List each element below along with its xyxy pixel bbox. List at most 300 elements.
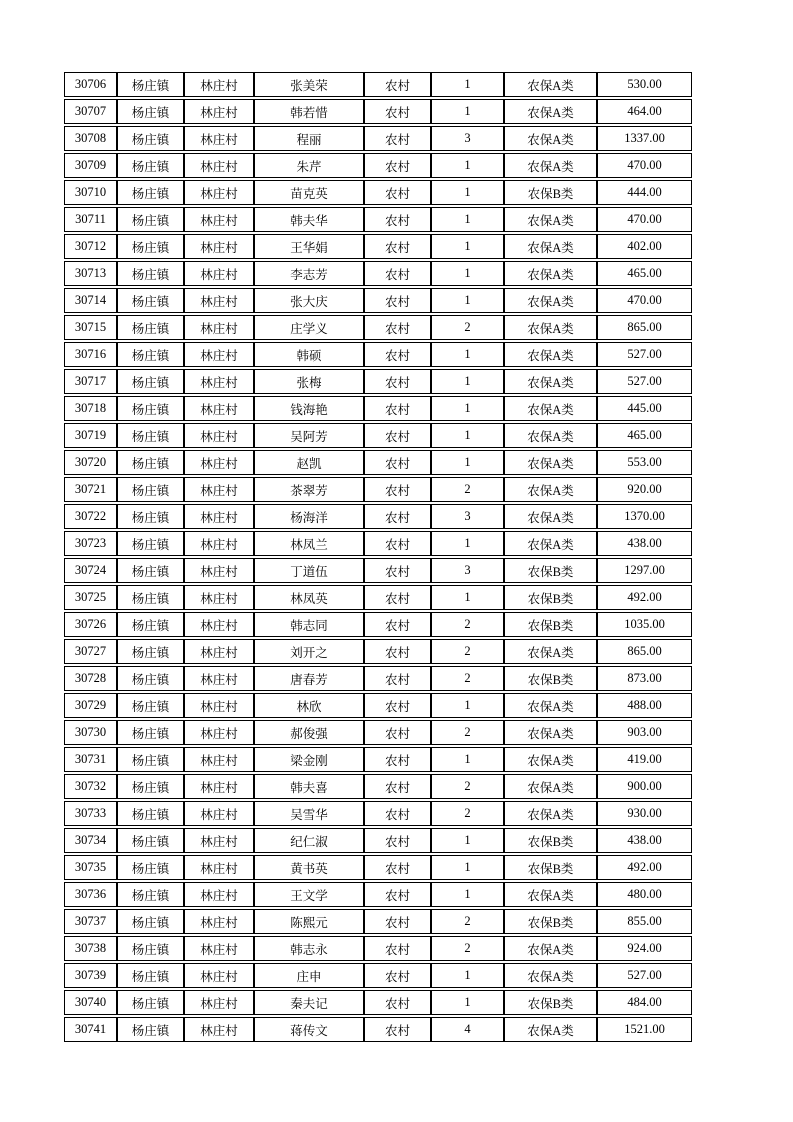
cell-residence: 农村	[364, 450, 431, 475]
cell-amount: 492.00	[597, 585, 692, 610]
cell-residence: 农村	[364, 72, 431, 97]
cell-count: 4	[431, 1017, 504, 1042]
cell-name: 茶翠芳	[254, 477, 364, 502]
cell-residence: 农村	[364, 531, 431, 556]
cell-name: 朱芹	[254, 153, 364, 178]
table-row	[64, 423, 692, 448]
cell-id: 30716	[64, 342, 117, 367]
cell-category: 农保B类	[504, 612, 597, 637]
cell-town: 杨庄镇	[117, 720, 184, 745]
cell-id: 30728	[64, 666, 117, 691]
cell-village: 林庄村	[184, 963, 254, 988]
cell-category: 农保B类	[504, 909, 597, 934]
cell-category: 农保B类	[504, 558, 597, 583]
cell-village: 林庄村	[184, 612, 254, 637]
table-row	[64, 288, 692, 313]
cell-amount: 488.00	[597, 693, 692, 718]
cell-village: 林庄村	[184, 936, 254, 961]
cell-name: 张美荣	[254, 72, 364, 97]
cell-village: 林庄村	[184, 153, 254, 178]
cell-id: 30712	[64, 234, 117, 259]
table-row	[64, 855, 692, 880]
table-row	[64, 612, 692, 637]
cell-village: 林庄村	[184, 720, 254, 745]
cell-count: 2	[431, 720, 504, 745]
cell-town: 杨庄镇	[117, 693, 184, 718]
cell-amount: 530.00	[597, 72, 692, 97]
cell-town: 杨庄镇	[117, 801, 184, 826]
cell-amount: 930.00	[597, 801, 692, 826]
cell-name: 郝俊强	[254, 720, 364, 745]
cell-residence: 农村	[364, 666, 431, 691]
cell-town: 杨庄镇	[117, 1017, 184, 1042]
cell-category: 农保A类	[504, 261, 597, 286]
cell-amount: 1297.00	[597, 558, 692, 583]
table-row	[64, 639, 692, 664]
cell-name: 纪仁淑	[254, 828, 364, 853]
cell-category: 农保A类	[504, 531, 597, 556]
cell-name: 唐春芳	[254, 666, 364, 691]
cell-amount: 924.00	[597, 936, 692, 961]
cell-residence: 农村	[364, 909, 431, 934]
cell-residence: 农村	[364, 288, 431, 313]
cell-residence: 农村	[364, 504, 431, 529]
cell-category: 农保B类	[504, 666, 597, 691]
table-row	[64, 774, 692, 799]
cell-id: 30737	[64, 909, 117, 934]
cell-residence: 农村	[364, 612, 431, 637]
cell-count: 3	[431, 126, 504, 151]
cell-residence: 农村	[364, 396, 431, 421]
cell-residence: 农村	[364, 558, 431, 583]
cell-count: 1	[431, 207, 504, 232]
cell-id: 30714	[64, 288, 117, 313]
cell-id: 30721	[64, 477, 117, 502]
cell-residence: 农村	[364, 315, 431, 340]
table-row	[64, 450, 692, 475]
cell-amount: 903.00	[597, 720, 692, 745]
table-row	[64, 342, 692, 367]
cell-category: 农保A类	[504, 342, 597, 367]
table-row	[64, 666, 692, 691]
cell-category: 农保A类	[504, 315, 597, 340]
cell-residence: 农村	[364, 342, 431, 367]
cell-village: 林庄村	[184, 423, 254, 448]
cell-town: 杨庄镇	[117, 585, 184, 610]
cell-category: 农保A类	[504, 639, 597, 664]
cell-id: 30730	[64, 720, 117, 745]
cell-town: 杨庄镇	[117, 882, 184, 907]
cell-id: 30724	[64, 558, 117, 583]
cell-residence: 农村	[364, 828, 431, 853]
cell-village: 林庄村	[184, 207, 254, 232]
cell-village: 林庄村	[184, 585, 254, 610]
cell-name: 丁道伍	[254, 558, 364, 583]
cell-town: 杨庄镇	[117, 612, 184, 637]
cell-id: 30709	[64, 153, 117, 178]
table-row	[64, 585, 692, 610]
cell-amount: 855.00	[597, 909, 692, 934]
cell-category: 农保B类	[504, 855, 597, 880]
cell-count: 1	[431, 288, 504, 313]
cell-amount: 438.00	[597, 531, 692, 556]
cell-village: 林庄村	[184, 828, 254, 853]
cell-amount: 470.00	[597, 288, 692, 313]
table-row	[64, 477, 692, 502]
cell-village: 林庄村	[184, 126, 254, 151]
cell-village: 林庄村	[184, 801, 254, 826]
table-row	[64, 909, 692, 934]
cell-town: 杨庄镇	[117, 153, 184, 178]
cell-name: 杨海洋	[254, 504, 364, 529]
cell-name: 梁金刚	[254, 747, 364, 772]
cell-id: 30727	[64, 639, 117, 664]
cell-town: 杨庄镇	[117, 558, 184, 583]
cell-category: 农保A类	[504, 747, 597, 772]
cell-category: 农保A类	[504, 936, 597, 961]
cell-residence: 农村	[364, 207, 431, 232]
cell-village: 林庄村	[184, 558, 254, 583]
cell-town: 杨庄镇	[117, 396, 184, 421]
cell-count: 1	[431, 531, 504, 556]
cell-residence: 农村	[364, 585, 431, 610]
cell-category: 农保B类	[504, 585, 597, 610]
cell-amount: 920.00	[597, 477, 692, 502]
cell-amount: 465.00	[597, 261, 692, 286]
cell-count: 1	[431, 72, 504, 97]
cell-count: 2	[431, 639, 504, 664]
cell-name: 蒋传文	[254, 1017, 364, 1042]
cell-town: 杨庄镇	[117, 666, 184, 691]
cell-amount: 873.00	[597, 666, 692, 691]
cell-count: 1	[431, 450, 504, 475]
cell-category: 农保A类	[504, 234, 597, 259]
beneficiary-table	[64, 70, 692, 1044]
cell-residence: 农村	[364, 1017, 431, 1042]
cell-town: 杨庄镇	[117, 288, 184, 313]
table-row	[64, 720, 692, 745]
cell-category: 农保A类	[504, 477, 597, 502]
cell-category: 农保A类	[504, 72, 597, 97]
cell-category: 农保B类	[504, 990, 597, 1015]
cell-name: 韩志同	[254, 612, 364, 637]
cell-name: 林欣	[254, 693, 364, 718]
table-row	[64, 504, 692, 529]
cell-village: 林庄村	[184, 369, 254, 394]
cell-name: 韩夫华	[254, 207, 364, 232]
cell-id: 30739	[64, 963, 117, 988]
cell-id: 30710	[64, 180, 117, 205]
cell-village: 林庄村	[184, 693, 254, 718]
cell-id: 30711	[64, 207, 117, 232]
cell-name: 韩夫喜	[254, 774, 364, 799]
cell-category: 农保A类	[504, 423, 597, 448]
cell-count: 1	[431, 99, 504, 124]
cell-name: 李志芳	[254, 261, 364, 286]
cell-name: 张梅	[254, 369, 364, 394]
cell-category: 农保A类	[504, 720, 597, 745]
cell-count: 2	[431, 774, 504, 799]
cell-name: 黄书英	[254, 855, 364, 880]
cell-village: 林庄村	[184, 531, 254, 556]
cell-village: 林庄村	[184, 396, 254, 421]
cell-category: 农保A类	[504, 396, 597, 421]
cell-count: 1	[431, 261, 504, 286]
cell-id: 30740	[64, 990, 117, 1015]
cell-name: 吴雪华	[254, 801, 364, 826]
cell-amount: 419.00	[597, 747, 692, 772]
cell-village: 林庄村	[184, 990, 254, 1015]
cell-name: 庄申	[254, 963, 364, 988]
cell-residence: 农村	[364, 747, 431, 772]
cell-village: 林庄村	[184, 261, 254, 286]
cell-amount: 1035.00	[597, 612, 692, 637]
cell-count: 1	[431, 963, 504, 988]
cell-category: 农保A类	[504, 288, 597, 313]
cell-count: 3	[431, 558, 504, 583]
cell-name: 张大庆	[254, 288, 364, 313]
cell-category: 农保A类	[504, 369, 597, 394]
cell-amount: 445.00	[597, 396, 692, 421]
cell-count: 2	[431, 477, 504, 502]
cell-village: 林庄村	[184, 909, 254, 934]
cell-town: 杨庄镇	[117, 369, 184, 394]
cell-count: 2	[431, 909, 504, 934]
table-row	[64, 180, 692, 205]
cell-id: 30723	[64, 531, 117, 556]
cell-category: 农保A类	[504, 207, 597, 232]
table-row	[64, 558, 692, 583]
cell-count: 3	[431, 504, 504, 529]
cell-id: 30719	[64, 423, 117, 448]
cell-town: 杨庄镇	[117, 234, 184, 259]
table-row	[64, 207, 692, 232]
cell-town: 杨庄镇	[117, 963, 184, 988]
table-row	[64, 963, 692, 988]
cell-village: 林庄村	[184, 180, 254, 205]
cell-id: 30733	[64, 801, 117, 826]
cell-id: 30735	[64, 855, 117, 880]
cell-residence: 农村	[364, 720, 431, 745]
cell-residence: 农村	[364, 126, 431, 151]
cell-residence: 农村	[364, 639, 431, 664]
table-row	[64, 747, 692, 772]
cell-amount: 1521.00	[597, 1017, 692, 1042]
cell-count: 1	[431, 369, 504, 394]
cell-id: 30713	[64, 261, 117, 286]
cell-town: 杨庄镇	[117, 72, 184, 97]
cell-town: 杨庄镇	[117, 126, 184, 151]
cell-id: 30726	[64, 612, 117, 637]
cell-village: 林庄村	[184, 747, 254, 772]
cell-residence: 农村	[364, 369, 431, 394]
cell-category: 农保A类	[504, 1017, 597, 1042]
table-row	[64, 261, 692, 286]
cell-category: 农保B类	[504, 828, 597, 853]
cell-town: 杨庄镇	[117, 747, 184, 772]
cell-village: 林庄村	[184, 234, 254, 259]
cell-village: 林庄村	[184, 639, 254, 664]
table-row	[64, 72, 692, 97]
table-row	[64, 531, 692, 556]
cell-name: 吴阿芳	[254, 423, 364, 448]
cell-village: 林庄村	[184, 855, 254, 880]
cell-name: 韩硕	[254, 342, 364, 367]
cell-count: 2	[431, 315, 504, 340]
cell-count: 1	[431, 180, 504, 205]
cell-residence: 农村	[364, 153, 431, 178]
cell-residence: 农村	[364, 693, 431, 718]
cell-residence: 农村	[364, 99, 431, 124]
cell-id: 30708	[64, 126, 117, 151]
cell-village: 林庄村	[184, 504, 254, 529]
cell-amount: 1337.00	[597, 126, 692, 151]
cell-town: 杨庄镇	[117, 936, 184, 961]
table-row	[64, 801, 692, 826]
cell-name: 陈熙元	[254, 909, 364, 934]
cell-village: 林庄村	[184, 477, 254, 502]
cell-name: 王华娟	[254, 234, 364, 259]
cell-village: 林庄村	[184, 288, 254, 313]
cell-count: 2	[431, 936, 504, 961]
cell-id: 30725	[64, 585, 117, 610]
cell-name: 林凤英	[254, 585, 364, 610]
cell-town: 杨庄镇	[117, 990, 184, 1015]
cell-category: 农保A类	[504, 450, 597, 475]
cell-id: 30720	[64, 450, 117, 475]
cell-town: 杨庄镇	[117, 261, 184, 286]
cell-town: 杨庄镇	[117, 504, 184, 529]
cell-residence: 农村	[364, 936, 431, 961]
cell-residence: 农村	[364, 882, 431, 907]
cell-category: 农保B类	[504, 180, 597, 205]
cell-town: 杨庄镇	[117, 450, 184, 475]
table-row	[64, 126, 692, 151]
cell-residence: 农村	[364, 990, 431, 1015]
table-row	[64, 882, 692, 907]
cell-count: 1	[431, 990, 504, 1015]
cell-id: 30738	[64, 936, 117, 961]
table-body	[64, 72, 692, 1042]
cell-id: 30732	[64, 774, 117, 799]
cell-category: 农保A类	[504, 882, 597, 907]
cell-town: 杨庄镇	[117, 774, 184, 799]
cell-amount: 464.00	[597, 99, 692, 124]
cell-id: 30717	[64, 369, 117, 394]
cell-village: 林庄村	[184, 315, 254, 340]
cell-count: 1	[431, 234, 504, 259]
cell-count: 1	[431, 693, 504, 718]
table-row	[64, 99, 692, 124]
cell-village: 林庄村	[184, 72, 254, 97]
cell-town: 杨庄镇	[117, 909, 184, 934]
cell-amount: 480.00	[597, 882, 692, 907]
cell-name: 赵凯	[254, 450, 364, 475]
cell-residence: 农村	[364, 180, 431, 205]
cell-town: 杨庄镇	[117, 639, 184, 664]
cell-town: 杨庄镇	[117, 423, 184, 448]
cell-id: 30729	[64, 693, 117, 718]
cell-village: 林庄村	[184, 882, 254, 907]
cell-id: 30731	[64, 747, 117, 772]
cell-count: 1	[431, 423, 504, 448]
cell-amount: 865.00	[597, 639, 692, 664]
cell-count: 2	[431, 612, 504, 637]
cell-residence: 农村	[364, 234, 431, 259]
cell-village: 林庄村	[184, 666, 254, 691]
table-row	[64, 153, 692, 178]
table-row	[64, 828, 692, 853]
cell-amount: 1370.00	[597, 504, 692, 529]
cell-amount: 470.00	[597, 153, 692, 178]
table-row	[64, 990, 692, 1015]
table-row	[64, 693, 692, 718]
cell-category: 农保A类	[504, 504, 597, 529]
cell-town: 杨庄镇	[117, 207, 184, 232]
cell-count: 1	[431, 855, 504, 880]
cell-name: 王文学	[254, 882, 364, 907]
table-row	[64, 234, 692, 259]
table-row	[64, 369, 692, 394]
table-row	[64, 1017, 692, 1042]
cell-category: 农保A类	[504, 153, 597, 178]
cell-name: 程丽	[254, 126, 364, 151]
cell-residence: 农村	[364, 423, 431, 448]
cell-amount: 484.00	[597, 990, 692, 1015]
cell-name: 韩志永	[254, 936, 364, 961]
cell-id: 30736	[64, 882, 117, 907]
cell-name: 韩若惜	[254, 99, 364, 124]
cell-name: 钱海艳	[254, 396, 364, 421]
cell-village: 林庄村	[184, 774, 254, 799]
cell-category: 农保A类	[504, 963, 597, 988]
cell-count: 1	[431, 153, 504, 178]
cell-amount: 553.00	[597, 450, 692, 475]
cell-count: 2	[431, 666, 504, 691]
cell-id: 30707	[64, 99, 117, 124]
cell-amount: 465.00	[597, 423, 692, 448]
cell-count: 1	[431, 747, 504, 772]
table-row	[64, 936, 692, 961]
cell-amount: 470.00	[597, 207, 692, 232]
cell-amount: 865.00	[597, 315, 692, 340]
cell-town: 杨庄镇	[117, 180, 184, 205]
cell-amount: 438.00	[597, 828, 692, 853]
cell-name: 庄学义	[254, 315, 364, 340]
cell-count: 2	[431, 801, 504, 826]
cell-residence: 农村	[364, 963, 431, 988]
cell-town: 杨庄镇	[117, 342, 184, 367]
cell-count: 1	[431, 396, 504, 421]
cell-village: 林庄村	[184, 342, 254, 367]
table-row	[64, 396, 692, 421]
cell-name: 林凤兰	[254, 531, 364, 556]
cell-village: 林庄村	[184, 99, 254, 124]
cell-amount: 527.00	[597, 342, 692, 367]
cell-town: 杨庄镇	[117, 477, 184, 502]
cell-count: 1	[431, 342, 504, 367]
cell-category: 农保A类	[504, 801, 597, 826]
cell-category: 农保A类	[504, 99, 597, 124]
cell-id: 30715	[64, 315, 117, 340]
table-row	[64, 315, 692, 340]
cell-residence: 农村	[364, 855, 431, 880]
cell-id: 30734	[64, 828, 117, 853]
cell-category: 农保A类	[504, 126, 597, 151]
cell-amount: 527.00	[597, 369, 692, 394]
cell-town: 杨庄镇	[117, 531, 184, 556]
cell-count: 1	[431, 828, 504, 853]
